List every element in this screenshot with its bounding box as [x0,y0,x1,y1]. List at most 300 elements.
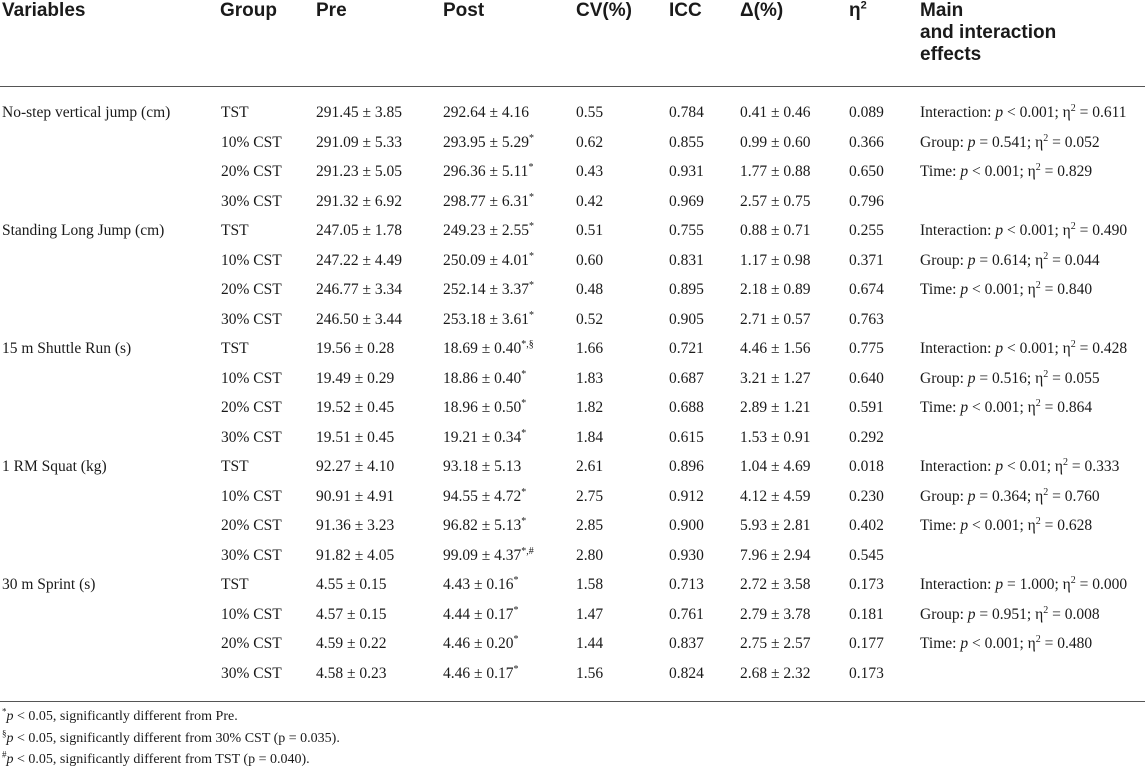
eta-symbol: η [1027,399,1036,416]
row-effect [920,246,1100,276]
row-eta-text: 0.591 [849,399,884,416]
row-group [221,334,249,364]
row-delta [740,541,811,571]
row-delta-text: 2.72 ± 3.58 [740,576,811,593]
row-group [221,98,249,128]
header-effects-line1: Main [920,0,964,21]
eta-symbol: η [1054,458,1063,475]
row-post-text: 19.21 ± 0.34 [443,428,522,446]
header-post: Post [443,0,485,21]
row-post [443,364,526,394]
row-delta-text: 1.77 ± 0.88 [740,163,811,180]
row-group [221,216,249,246]
effect-eta-value: 0.840 [1057,281,1093,298]
row-variable [2,570,95,600]
header-eta-sup: 2 [860,0,867,12]
row-delta [740,393,811,423]
row-delta [740,157,811,187]
row-effect [920,334,1127,364]
row-post-text: 18.96 ± 0.50 [443,399,522,416]
row-post [443,541,534,571]
row-eta [849,128,884,158]
row-delta [740,659,811,689]
table-row [0,511,1145,541]
row-pre [316,393,394,423]
effect-label: Interaction: [920,576,996,593]
row-icc [669,275,704,305]
row-cv [576,570,603,600]
row-delta-text: 7.96 ± 2.94 [740,546,811,564]
significance-marker: * [521,515,527,527]
effect-eta-value: 0.864 [1057,399,1093,416]
row-icc [669,482,704,512]
row-group [221,187,282,217]
effect-p-value: = 0.516 [979,369,1027,387]
significance-marker: * [521,486,527,498]
row-post [443,187,534,217]
effect-eta-value: 0.628 [1057,517,1093,534]
row-variable-text: Standing Long Jump (cm) [2,222,165,239]
row-group-text: 30% CST [221,310,282,328]
effect-label: Interaction: [920,340,996,357]
row-post-text: 298.77 ± 6.31 [443,192,530,210]
effect-separator: ; [1054,222,1063,239]
row-pre [316,629,387,659]
row-delta [740,364,811,394]
row-group [221,629,282,659]
row-icc [669,423,704,453]
row-group [221,364,282,394]
row-group [221,541,282,571]
eta-symbol: η [1035,251,1044,269]
row-icc-text: 0.912 [669,487,704,505]
row-group-text: 20% CST [221,635,282,652]
row-delta [740,482,811,512]
effect-p-value: < 0.001 [1006,104,1055,121]
p-symbol: p [967,487,976,505]
footnote-symbol: # [2,749,7,760]
significance-marker: * [529,250,535,262]
row-pre [316,128,402,158]
effect-label: Time: [920,517,961,534]
effect-p-value: = 1.000 [1006,576,1055,593]
row-icc [669,246,704,276]
eta-squared-sup: 2 [1070,574,1076,586]
p-symbol: p [960,517,969,534]
row-cv-text: 0.42 [576,192,604,210]
table-row [0,482,1145,512]
row-group-text: 10% CST [221,487,282,505]
row-post-text: 253.18 ± 3.61 [443,310,530,328]
row-group [221,570,249,600]
row-cv-text: 2.80 [576,546,604,564]
significance-marker: * [521,368,527,380]
footnote [2,751,310,769]
eta-squared-sup: 2 [1035,397,1041,409]
effect-eta-value: 0.008 [1064,605,1100,623]
effect-separator: ; [1026,487,1036,505]
p-symbol: p [960,281,969,298]
table-row [0,452,1145,482]
row-eta [849,482,884,512]
table-row [0,334,1145,364]
row-group-text: 30% CST [221,192,282,210]
row-pre [316,216,402,246]
row-eta-text: 0.292 [849,428,884,446]
row-variable [2,334,131,364]
row-delta [740,275,811,305]
row-post-text: 296.36 ± 5.11 [443,163,529,180]
p-symbol: p [6,709,14,724]
p-symbol: p [960,163,969,180]
row-post-text: 293.95 ± 5.29 [443,133,530,151]
effect-p-value: < 0.001 [971,635,1020,652]
row-post [443,98,529,128]
row-effect [920,482,1100,512]
row-pre-text: 4.59 ± 0.22 [316,635,387,652]
row-group [221,157,282,187]
effect-label: Interaction: [920,222,996,239]
effect-p-value: < 0.001 [971,399,1020,416]
p-symbol: p [960,635,969,652]
row-group-text: 20% CST [221,281,282,298]
row-icc [669,98,704,128]
equals-sign: = [1040,635,1058,652]
row-pre [316,541,394,571]
effect-separator: ; [1026,369,1036,387]
row-icc [669,305,704,335]
row-group-text: 10% CST [221,251,282,269]
row-variable [2,98,170,128]
effect-label: Group: [920,133,968,151]
table-bottom-rule [0,701,1145,702]
row-post-text: 292.64 ± 4.16 [443,104,530,121]
row-pre [316,275,402,305]
eta-squared-sup: 2 [1070,102,1076,114]
effect-p-value: < 0.001 [971,281,1020,298]
row-cv [576,246,603,276]
row-pre [316,157,402,187]
eta-squared-sup: 2 [1035,633,1041,645]
significance-marker: * [521,397,527,409]
row-delta-text: 3.21 ± 1.27 [740,369,811,387]
row-group-text: TST [221,222,249,239]
eta-symbol: η [1062,576,1071,593]
row-delta-text: 0.99 ± 0.60 [740,133,811,151]
row-pre-text: 91.82 ± 4.05 [316,546,395,564]
row-post [443,216,534,246]
row-eta [849,511,884,541]
row-group-text: 20% CST [221,517,282,534]
row-group [221,423,282,453]
row-cv [576,334,603,364]
header-eta-symbol: η [849,0,861,21]
significance-marker: * [529,309,535,321]
header-effects-line3: effects [920,44,982,65]
row-eta [849,570,884,600]
row-icc [669,629,704,659]
effect-label: Interaction: [920,104,996,121]
row-pre-text: 246.77 ± 3.34 [316,281,403,298]
row-eta-text: 0.545 [849,546,884,564]
table-row [0,393,1145,423]
effect-p-value: = 0.541 [979,133,1027,151]
row-post [443,393,526,423]
effect-label: Group: [920,251,968,269]
row-pre-text: 19.56 ± 0.28 [316,340,395,357]
row-effect [920,452,1119,482]
row-eta [849,423,884,453]
eta-squared-sup: 2 [1035,515,1041,527]
effect-separator: ; [1019,635,1028,652]
equals-sign: = [1048,369,1065,387]
row-group-text: 10% CST [221,369,282,387]
row-cv [576,364,603,394]
row-cv [576,187,603,217]
row-pre [316,659,387,689]
row-eta-text: 0.366 [849,133,884,151]
row-cv-text: 0.55 [576,104,604,121]
row-eta-text: 0.181 [849,605,884,623]
row-icc-text: 0.824 [669,664,704,682]
effect-eta-value: 0.052 [1064,133,1100,151]
eta-squared-sup: 2 [1043,250,1049,262]
row-post-text: 4.46 ± 0.20 [443,635,514,652]
eta-symbol: η [1027,281,1036,298]
eta-squared-sup: 2 [1063,456,1068,468]
row-pre-text: 4.58 ± 0.23 [316,664,387,682]
row-cv-text: 0.52 [576,310,604,328]
row-icc-text: 0.713 [669,576,704,593]
row-eta [849,187,884,217]
row-pre-text: 4.57 ± 0.15 [316,605,387,623]
eta-squared-sup: 2 [1043,368,1049,380]
row-icc-text: 0.721 [669,340,704,357]
row-group [221,246,282,276]
row-eta-text: 0.173 [849,664,884,682]
row-pre [316,423,394,453]
row-effect [920,570,1127,600]
row-eta-text: 0.674 [849,281,884,298]
significance-marker: * [513,663,519,675]
row-pre-text: 291.23 ± 5.05 [316,163,403,180]
row-group-text: 20% CST [221,399,282,416]
row-pre [316,364,394,394]
effect-separator: ; [1054,104,1063,121]
row-delta-text: 1.04 ± 4.69 [740,458,811,475]
equals-sign: = [1040,281,1058,298]
row-variable [2,216,164,246]
effect-label: Group: [920,605,968,623]
table-row [0,187,1145,217]
row-cv [576,128,603,158]
row-eta-text: 0.402 [849,517,884,534]
header-effects-line2: and interaction [920,22,1057,43]
row-cv-text: 2.85 [576,517,604,534]
p-symbol: p [995,222,1004,239]
footnote [2,730,340,748]
footnote-text: < 0.05, significantly different from TST (p = 0.040). [13,752,310,767]
effect-eta-value: 0.333 [1084,458,1120,475]
significance-marker: * [521,427,527,439]
equals-sign: = [1048,605,1065,623]
effect-eta-value: 0.055 [1064,369,1100,387]
effect-eta-value: 0.829 [1057,163,1093,180]
row-post-text: 94.55 ± 4.72 [443,487,522,505]
row-effect [920,364,1100,394]
effect-eta-value: 0.611 [1092,104,1127,121]
significance-marker: * [529,191,535,203]
row-delta-text: 2.68 ± 2.32 [740,664,811,682]
row-icc [669,334,704,364]
row-eta [849,600,884,630]
table-row [0,305,1145,335]
table-row [0,157,1145,187]
equals-sign: = [1040,399,1058,416]
equals-sign: = [1040,517,1058,534]
row-cv [576,305,603,335]
row-group-text: 30% CST [221,428,282,446]
row-icc [669,187,704,217]
row-eta-text: 0.018 [849,458,884,475]
effect-p-value: < 0.001 [971,517,1020,534]
row-cv-text: 0.62 [576,133,604,151]
table-row [0,128,1145,158]
eta-symbol: η [1027,517,1036,534]
row-delta-text: 4.12 ± 4.59 [740,487,811,505]
row-group [221,128,282,158]
row-delta-text: 2.57 ± 0.75 [740,192,811,210]
eta-symbol: η [1027,163,1036,180]
row-cv-text: 1.44 [576,635,604,652]
row-icc [669,216,704,246]
row-pre [316,334,394,364]
effect-separator: ; [1054,340,1063,357]
effect-separator: ; [1019,517,1028,534]
significance-marker: * [513,633,519,645]
footnote-symbol: * [2,706,7,717]
row-pre-text: 19.49 ± 0.29 [316,369,395,387]
effect-p-value: < 0.001 [971,163,1020,180]
row-post [443,334,534,364]
row-delta [740,216,811,246]
row-post [443,600,519,630]
effect-eta-value: 0.760 [1064,487,1100,505]
row-icc-text: 0.687 [669,369,704,387]
p-symbol: p [995,340,1004,357]
row-icc-text: 0.905 [669,310,704,328]
footnote-text: < 0.05, significantly different from 30% CST (p = 0.035). [13,731,340,746]
eta-symbol: η [1035,605,1044,623]
effect-p-value: < 0.01 [1006,458,1047,475]
row-post-text: 99.09 ± 4.37 [443,546,522,564]
row-post [443,157,533,187]
row-eta [849,275,884,305]
row-effect [920,275,1092,305]
row-post [443,128,534,158]
table-row [0,541,1145,571]
row-delta [740,334,811,364]
p-symbol: p [6,752,14,767]
row-icc [669,659,704,689]
row-eta-text: 0.640 [849,369,884,387]
row-eta [849,629,884,659]
header-effects [920,0,1056,66]
row-delta [740,423,811,453]
row-eta-text: 0.089 [849,104,884,121]
effect-p-value: = 0.951 [979,605,1027,623]
eta-symbol: η [1062,104,1071,121]
row-effect [920,98,1127,128]
row-cv [576,98,603,128]
row-post-text: 249.23 ± 2.55 [443,222,530,239]
row-icc-text: 0.855 [669,133,704,151]
eta-symbol: η [1035,369,1044,387]
eta-symbol: η [1035,133,1044,151]
significance-marker: * [529,220,535,232]
row-pre-text: 19.52 ± 0.45 [316,399,395,416]
eta-squared-sup: 2 [1070,338,1076,350]
row-group [221,482,282,512]
row-delta-text: 2.89 ± 1.21 [740,399,811,416]
row-delta [740,98,811,128]
row-effect [920,600,1100,630]
row-icc [669,128,704,158]
p-symbol: p [960,399,969,416]
row-eta-text: 0.763 [849,310,884,328]
header-cv: CV(%) [576,0,632,21]
row-post-text: 252.14 ± 3.37 [443,281,530,298]
header-icc: ICC [669,0,702,21]
row-cv [576,600,603,630]
row-cv [576,541,603,571]
row-post [443,305,534,335]
p-symbol: p [6,731,14,746]
row-cv-text: 1.58 [576,576,604,593]
row-icc-text: 0.900 [669,517,704,534]
row-group-text: TST [221,340,249,357]
equals-sign: = [1048,133,1065,151]
row-post-text: 18.69 ± 0.40 [443,340,522,357]
row-group-text: 20% CST [221,163,282,180]
row-post [443,511,526,541]
row-post-text: 4.46 ± 0.17 [443,664,514,682]
row-post [443,629,519,659]
row-cv [576,629,603,659]
row-cv-text: 1.66 [576,340,604,357]
row-delta [740,570,811,600]
table-row [0,570,1145,600]
row-pre-text: 291.45 ± 3.85 [316,104,403,121]
row-icc [669,570,704,600]
row-cv [576,423,603,453]
row-eta [849,452,884,482]
p-symbol: p [967,605,976,623]
table-header [0,0,1145,87]
effect-label: Group: [920,487,968,505]
row-effect [920,511,1092,541]
row-eta-text: 0.255 [849,222,884,239]
eta-symbol: η [1062,222,1071,239]
equals-sign: = [1048,487,1065,505]
row-icc [669,393,704,423]
row-cv-text: 2.61 [576,458,604,475]
equals-sign: = [1075,340,1093,357]
footnote-text: < 0.05, significantly different from Pre. [13,709,238,724]
row-cv [576,659,603,689]
header-delta: Δ(%) [740,0,784,21]
effect-eta-value: 0.480 [1057,635,1093,652]
